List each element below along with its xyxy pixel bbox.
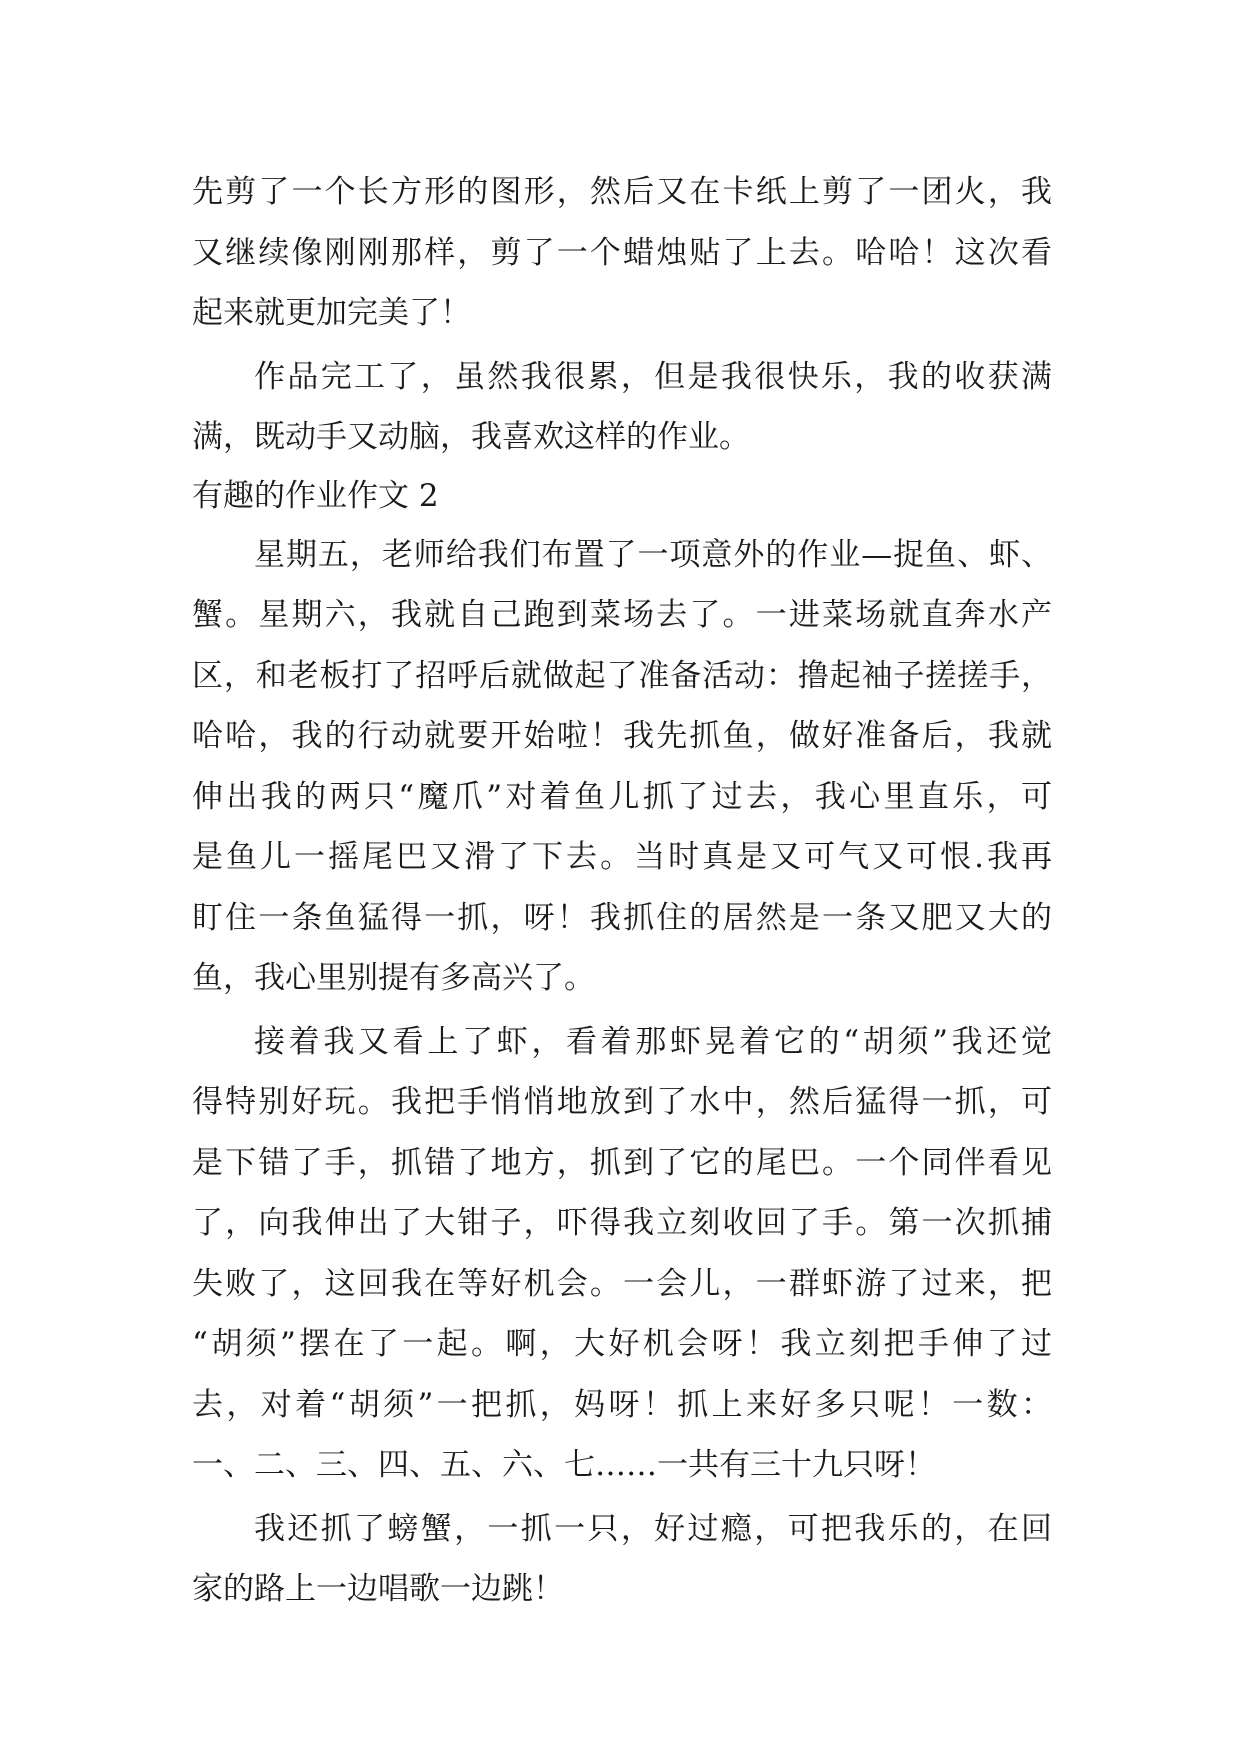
paragraph-line: 接着我又看上了虾，看着那虾晃着它的“胡须”我还觉 (254, 1023, 1052, 1060)
paragraph-line: “胡须”摆在了一起。啊，大好机会呀！我立刻把手伸了过 (192, 1326, 1052, 1362)
paragraph-line: 家的路上一边唱歌一边跳！ (192, 1571, 564, 1607)
paragraph-line: 区，和老板打了招呼后就做起了准备活动：撸起袖子搓搓手， (192, 657, 1052, 694)
paragraph-line: 是鱼儿一摇尾巴又滑了下去。当时真是又可气又可恨.我再 (192, 839, 1052, 875)
paragraph-line: 得特别好玩。我把手悄悄地放到了水中，然后猛得一抓，可 (192, 1084, 1052, 1120)
paragraph-1 (192, 162, 1052, 344)
paragraph-line: 盯住一条鱼猛得一抓，呀！我抓住的居然是一条又肥又大的 (192, 899, 1052, 936)
paragraph-line: 作品完工了，虽然我很累，但是我很快乐，我的收获满 (254, 358, 1052, 395)
paragraph-line: 我还抓了螃蟹，一抓一只，好过瘾，可把我乐的，在回 (254, 1510, 1052, 1547)
paragraph-line: 伸出我的两只“魔爪”对着鱼儿抓了过去，我心里直乐，可 (192, 778, 1052, 815)
essay-heading: 有趣的作业作文 2 (192, 477, 439, 514)
paragraph-2 (192, 347, 1052, 468)
paragraph-line: 星期五，老师给我们布置了一项意外的作业—捉鱼、虾、 (254, 536, 1052, 573)
paragraph-line: 了，向我伸出了大钳子，吓得我立刻收回了手。第一次抓捕 (192, 1205, 1052, 1241)
paragraph-4 (192, 1012, 1052, 1496)
paragraph-line: 哈哈，我的行动就要开始啦！我先抓鱼，做好准备后，我就 (192, 718, 1052, 754)
paragraph-line: 鱼，我心里别提有多高兴了。 (192, 960, 595, 996)
paragraph-5 (192, 1499, 1052, 1620)
paragraph-line: 先剪了一个长方形的图形，然后又在卡纸上剪了一团火，我 (192, 174, 1052, 210)
paragraph-3 (192, 525, 1052, 1009)
paragraph-line: 蟹。星期六，我就自己跑到菜场去了。一进菜场就直奔水产 (192, 597, 1052, 633)
paragraph-line: 起来就更加完美了！ (192, 295, 471, 331)
paragraph-line: 失败了，这回我在等好机会。一会儿，一群虾游了过来，把 (192, 1265, 1052, 1302)
paragraph-line: 一、二、三、四、五、六、七……一共有三十九只呀！ (192, 1447, 936, 1483)
paragraph-line: 又继续像刚刚那样，剪了一个蜡烛贴了上去。哈哈！这次看 (192, 234, 1052, 271)
paragraph-line: 满，既动手又动脑，我喜欢这样的作业。 (192, 419, 750, 455)
paragraph-line: 是下错了手，抓错了地方，抓到了它的尾巴。一个同伴看见 (192, 1144, 1052, 1181)
essay-body (192, 162, 1052, 1620)
paragraph-line: 去，对着“胡须”一把抓，妈呀！抓上来好多只呢！一数： (192, 1386, 1052, 1423)
